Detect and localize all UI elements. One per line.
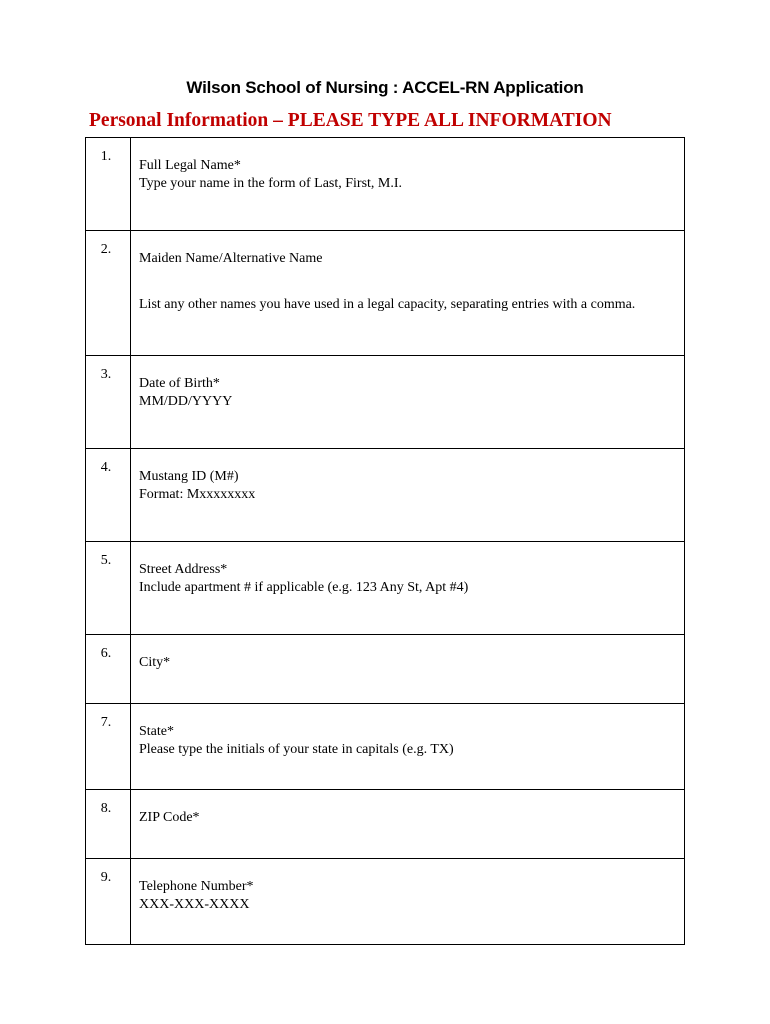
mustang-id-field[interactable] xyxy=(131,449,685,542)
row-number-cell xyxy=(86,138,131,231)
row-number: 1. xyxy=(100,149,112,164)
row-number: 9. xyxy=(100,870,112,885)
row-number: 4. xyxy=(100,460,112,475)
field-row-zip-code xyxy=(86,790,685,859)
full-legal-name-field[interactable] xyxy=(131,138,685,231)
maiden-name-field[interactable] xyxy=(131,231,685,356)
row-number-cell xyxy=(86,231,131,356)
field-row-street-address xyxy=(86,542,685,635)
field-label: City* xyxy=(139,655,171,670)
personal-info-table xyxy=(85,137,685,945)
row-number-cell xyxy=(86,859,131,945)
field-hint: Format: Mxxxxxxxx xyxy=(139,487,256,502)
field-label: Maiden Name/Alternative Name xyxy=(139,251,323,266)
row-number: 3. xyxy=(100,367,112,382)
section-heading: Personal Information – PLEASE TYPE ALL INFORMATION xyxy=(89,110,612,131)
row-number-cell xyxy=(86,704,131,790)
row-number: 5. xyxy=(100,553,112,568)
field-row-state xyxy=(86,704,685,790)
row-number-cell xyxy=(86,542,131,635)
field-hint: MM/DD/YYYY xyxy=(139,394,233,409)
row-number-cell xyxy=(86,635,131,704)
field-label: ZIP Code* xyxy=(139,810,200,825)
field-row-city xyxy=(86,635,685,704)
field-hint: Please type the initials of your state in capitals (e.g. TX) xyxy=(139,742,454,757)
field-label: Mustang ID (M#) xyxy=(139,469,239,484)
row-number: 8. xyxy=(100,801,112,816)
row-number-cell xyxy=(86,790,131,859)
field-label: Date of Birth* xyxy=(139,376,220,391)
field-row-date-of-birth xyxy=(86,356,685,449)
field-row-telephone xyxy=(86,859,685,945)
field-hint: Type your name in the form of Last, First, M.I. xyxy=(139,176,403,191)
row-number-cell xyxy=(86,449,131,542)
field-hint: Include apartment # if applicable (e.g. 123 Any St, Apt #4) xyxy=(139,580,469,595)
row-number: 6. xyxy=(100,646,112,661)
field-hint: List any other names you have used in a legal capacity, separating entries with a comma. xyxy=(139,297,636,312)
telephone-field[interactable] xyxy=(131,859,685,945)
row-number: 7. xyxy=(100,715,112,730)
field-label: Telephone Number* xyxy=(139,879,254,894)
field-label: Full Legal Name* xyxy=(139,158,241,173)
field-label: State* xyxy=(139,724,174,739)
street-address-field[interactable] xyxy=(131,542,685,635)
field-row-full-legal-name xyxy=(86,138,685,231)
field-row-mustang-id xyxy=(86,449,685,542)
document-title: Wilson School of Nursing : ACCEL-RN Application xyxy=(186,78,584,97)
state-field[interactable] xyxy=(131,704,685,790)
field-hint: XXX-XXX-XXXX xyxy=(139,897,250,912)
row-number: 2. xyxy=(100,242,112,257)
field-row-maiden-name xyxy=(86,231,685,356)
row-number-cell xyxy=(86,356,131,449)
city-field[interactable] xyxy=(131,635,685,704)
zip-code-field[interactable] xyxy=(131,790,685,859)
date-of-birth-field[interactable] xyxy=(131,356,685,449)
field-label: Street Address* xyxy=(139,562,228,577)
